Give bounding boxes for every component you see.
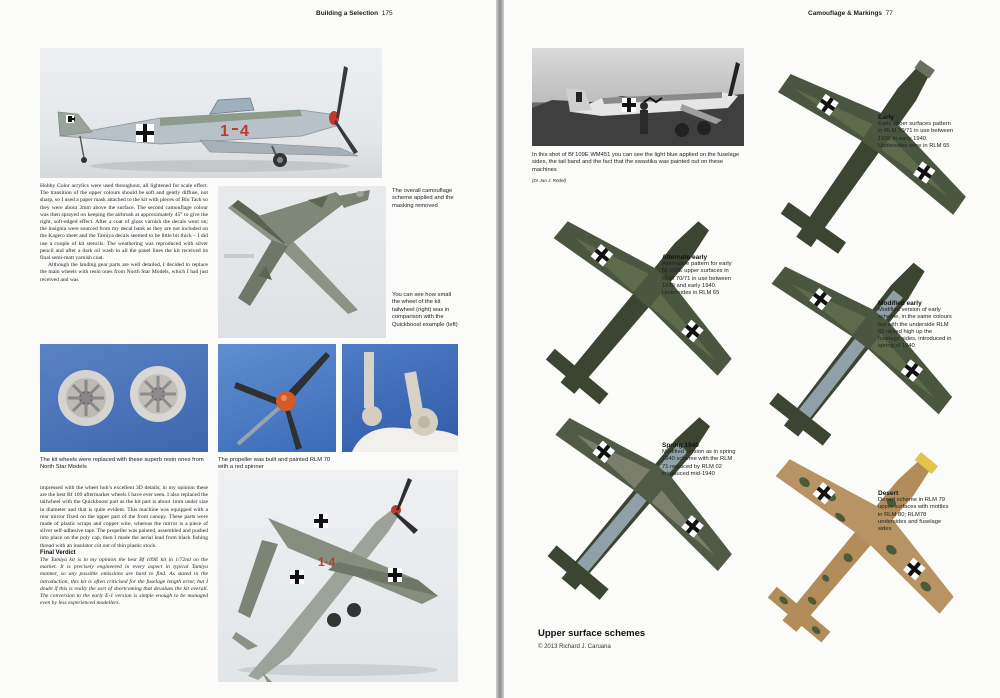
scheme-label-early: Early Early upper surfaces pattern in RLM 70/71 in use between 1939 to early 1940. Undersides were in RLM 65 <box>878 114 954 149</box>
final-verdict-heading: Final Verdict <box>40 549 76 556</box>
model-top-photo <box>218 470 458 682</box>
left-page <box>0 0 496 698</box>
scheme-label-alternate-early: Alternate early Alternative pattern for early Bf 109E upper surfaces in RLM 70/71 in use between 1939 and early 1940. Undersides in RLM 65 <box>662 254 732 297</box>
footer-copyright: © 2013 Richard J. Caruana <box>538 644 611 650</box>
caption-tailwheel: You can see how small the wheel of the kit tailwheel (right) was in comparison with the Quickboost example (left) <box>392 292 458 328</box>
svg-text:1: 1 <box>220 123 229 140</box>
caption-propeller: The propeller was built and painted RLM 70 with a red spinner <box>218 457 331 471</box>
resin-wheels-photo <box>40 344 208 452</box>
aircraft-desert <box>744 430 966 666</box>
body-text-block-2: impressed with the wheel hub’s excellent 3D details; in my opinion these are the best Bf 109 aftermarket wheels I have ever seen. I also replaced the tailwheel with the Quickboost part as the kit part is about 1mm under size in diameter and that is quite evident. This machine was equipped with a rear mirror fixed on the upper part of the front canopy. These parts were made of plastic scraps and copper wire, whereas the mirror is a piece of silver self-adhesive tape. The propeller was painted, assembled and pushed into place on the poly cap, then I made the aerial lead from black fishing thread with an insulator cut out of thin plastic stock. Final Verdict The Tamiya kit is in my opinion the best Bf 109E kit in 1/72nd on the market. It is precisely engineered in every aspect in typical Tamiya manner, so any possible omissions are hard to find. As stated in the introduction, this kit is often criticised for the fuselage length error, but I doubt if this is really the sort of shortcoming that devalues the kit overall. The conversion to the early E-1 version is simple enough to be managed even by less experienced modellers. <box>40 485 208 607</box>
caption-camouflage: The overall camouflage scheme applied and the masking removed <box>392 188 454 209</box>
right-page <box>504 0 1000 698</box>
camouflage-photo <box>218 186 386 338</box>
historical-photo-caption: In this shot of Bf 109E WM451 you can see the light blue applied on the fuselage sides, the tail band and the fact that the swastika was painted out on these machines <box>532 152 740 173</box>
scheme-label-modified-early: Modified early Modified version of early scheme, in the same colours but with the underside RLM 65 raised high up the fuselage sides, introduced in spring of 1940 <box>878 300 952 350</box>
scheme-label-desert: Desert Desert scheme in RLM 79 upper surfaces with mottles in RLM 80; RLM78 undersides and fuselage sides <box>878 490 949 533</box>
svg-text:4: 4 <box>240 123 249 140</box>
caption-wheels: The kit wheels were replaced with these superb resin ones from North Star Models <box>40 457 204 471</box>
right-running-header: Camouflage & Markings 77 <box>808 10 893 17</box>
left-running-header: Building a Selection 175 <box>316 10 393 17</box>
aircraft-spring-1940 <box>524 388 744 624</box>
final-verdict-text: The Tamiya kit is in my opinion the best Bf 109E kit in 1/72nd on the market. It is precisely engineered in every aspect in typical Tamiya manner, so any possible omissions are hard to find. As stated in the introduction, this kit is often criticised for the fuselage length error, but I doubt if this is really the sort of shortcoming that devalues the kit overall. The conversion to the early E-1 version is simple enough to be managed even by less experienced modellers. <box>40 557 208 607</box>
historical-photo <box>532 48 744 146</box>
model-side-photo <box>40 48 382 178</box>
scheme-label-spring-1940: Spring 1940 Modified version as in spring 1940 scheme with the RLM 71 replaced by RLM 02 introduced mid-1940 <box>662 442 736 477</box>
svg-text:1·4: 1·4 <box>318 555 336 569</box>
tailwheel-photo <box>342 344 458 452</box>
historical-photo-credit: (Dr Jan J. Rödel) <box>532 178 567 183</box>
propeller-photo <box>218 344 336 452</box>
footer-title: Upper surface schemes <box>538 628 646 639</box>
book-gutter <box>496 0 504 698</box>
body-text-block-1: Hobby Color acrylics were used throughout, all lightened for scale effect. The transition of the upper colours should be soft and gently diffuse, not sharp, so I used a paper mask attached to the kit with pieces of Blu Tack so they were about 2mm above the surface. The second camouflage colour was then sprayed on keeping the airbrush at approximately 45° to give the right, soft-edged effect. After a coat of gloss varnish the decals went on; the insignia were sourced from my decal bank as they are not included on the Kagero sheet and the Tamiya decals seemed to be little bit thick – I did use a couple of kit stencils. The weathering was reproduced with silver pencil and after a dark oil wash in all the panel lines the kit received its final semi-matt varnish coat. Although the landing gear parts are well detailed, I decided to replace the main wheels with resin ones from North Star Models, which I had just received and was <box>40 183 208 283</box>
